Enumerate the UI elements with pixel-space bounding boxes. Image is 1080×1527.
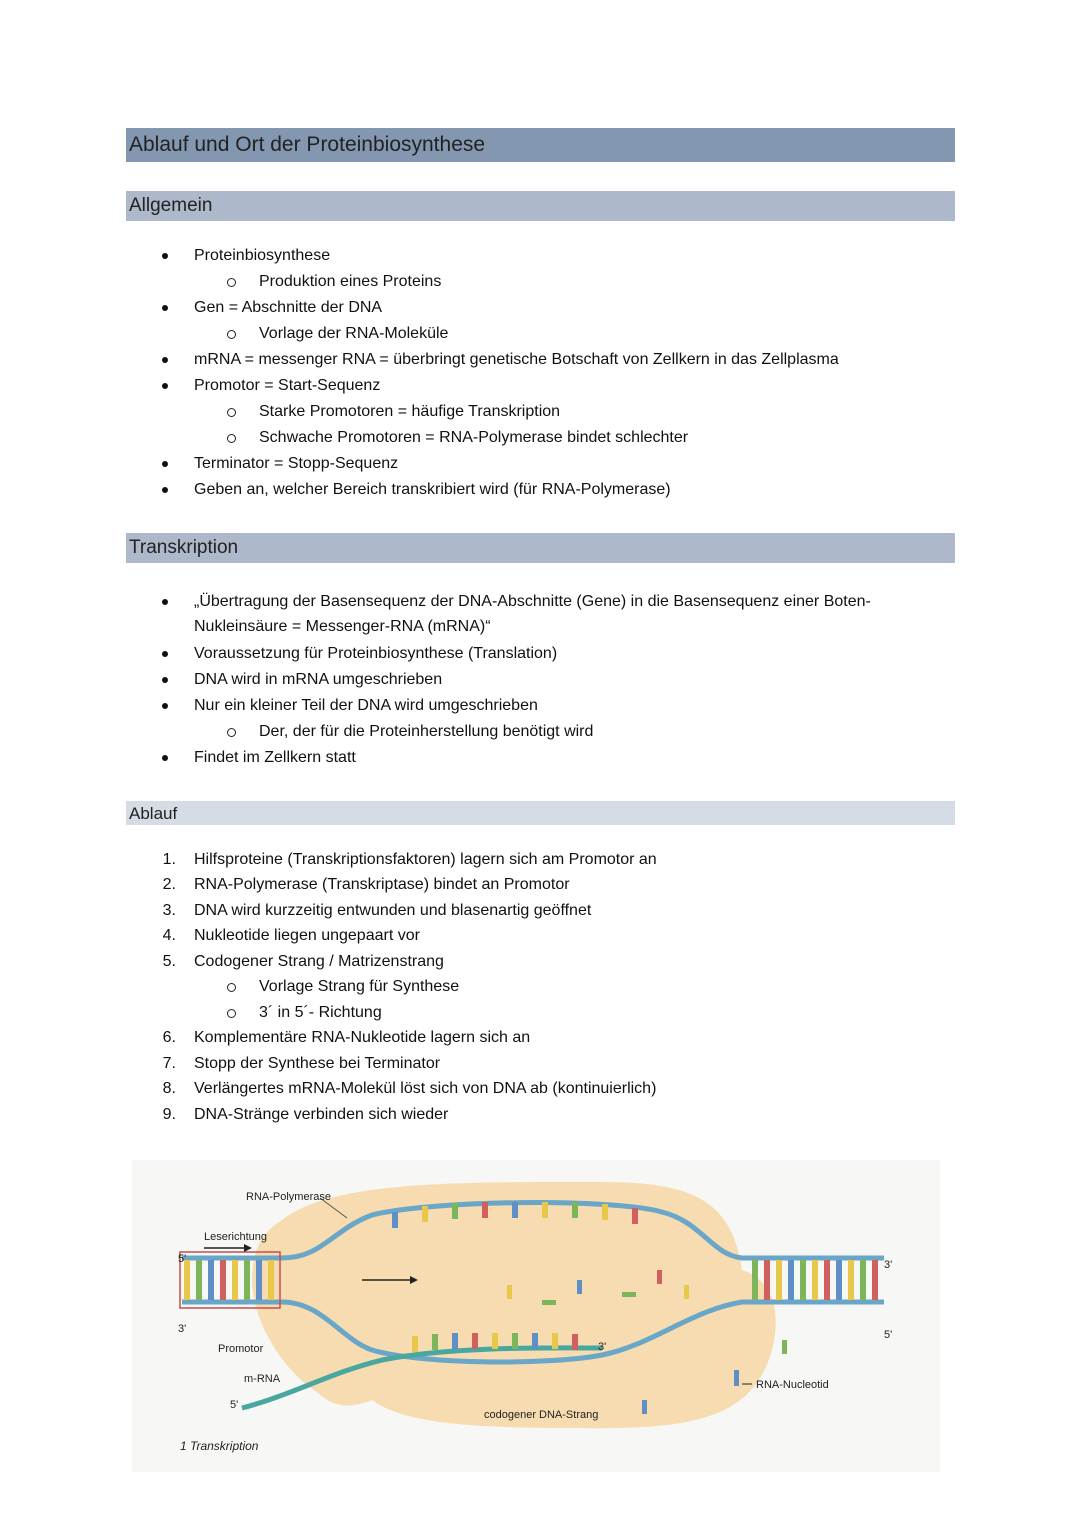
list-item: Terminator = Stopp-Sequenz [194,455,399,472]
label-rna-nucleotid: RNA-Nucleotid [756,1379,829,1391]
label-3prime-bottom-left: 3' [178,1323,187,1335]
label-5prime-mrna: 5' [230,1399,239,1411]
bullet [162,461,168,467]
list-item: Findet im Zellkern statt [194,749,356,766]
list-number: 3. [162,902,176,919]
bullet [162,651,168,657]
list-item: DNA wird in mRNA umgeschrieben [194,671,443,688]
list-item: Nur ein kleiner Teil der DNA wird umgeschrieben [194,697,538,714]
bullet [162,599,168,605]
list-item: Komplementäre RNA-Nukleotide lagern sich an [194,1029,531,1046]
list-item-continuation: Nukleinsäure = Messenger-RNA (mRNA)“ [194,618,491,635]
bullet [162,305,168,311]
list-subitem: Produktion eines Proteins [259,273,442,290]
list-item: Voraussetzung für Proteinbiosynthese (Translation) [194,645,558,662]
list-number: 4. [162,927,176,944]
base-pairs-left [184,1260,274,1300]
sub-bullet [227,434,236,443]
label-m-rna: m-RNA [244,1373,281,1385]
label-codogener-strang: codogener DNA-Strang [484,1409,599,1421]
list-item: mRNA = messenger RNA = überbringt genetische Botschaft von Zellkern in das Zellplasma [194,351,839,368]
list-item: Geben an, welcher Bereich transkribiert wird (für RNA-Polymerase) [194,481,671,498]
list-number: 7. [162,1055,176,1072]
rna-nucleotide-legend-icon [734,1370,739,1386]
list-item: Proteinbiosynthese [194,247,331,264]
list-subitem: Der, der für die Proteinherstellung benötigt wird [259,723,594,740]
list-subitem: 3´ in 5´- Richtung [259,1004,382,1021]
figure-caption: 1 Transkription [180,1439,259,1453]
list-item: Nukleotide liegen ungepaart vor [194,927,420,944]
transcription-figure [132,1160,940,1472]
list-number: 1. [162,851,176,868]
bullet [162,703,168,709]
label-3prime-mrna: 3' [598,1341,607,1353]
section-heading-transkription: Transkription [126,533,955,563]
transcription-diagram [132,1160,940,1472]
page-title: Ablauf und Ort der Proteinbiosynthese [126,128,955,162]
list-item: DNA wird kurzzeitig entwunden und blasenartig geöffnet [194,902,592,919]
bullet [162,383,168,389]
rna-polymerase-shape [252,1182,776,1428]
sub-bullet [227,728,236,737]
list-item: Gen = Abschnitte der DNA [194,299,383,316]
list-number: 2. [162,876,176,893]
list-subitem: Schwache Promotoren = RNA-Polymerase bindet schlechter [259,429,689,446]
bullet [162,357,168,363]
list-item: Stopp der Synthese bei Terminator [194,1055,441,1072]
list-item: RNA-Polymerase (Transkriptase) bindet an Promotor [194,876,570,893]
label-5prime-top-left: 5' [178,1253,187,1265]
list-item: Verlängertes mRNA-Molekül löst sich von DNA ab (kontinuierlich) [194,1080,657,1097]
list-item: „Übertragung der Basensequenz der DNA-Abschnitte (Gene) in die Basensequenz einer Boten- [194,593,871,610]
list-subitem: Vorlage Strang für Synthese [259,978,460,995]
label-3prime-top-right: 3' [884,1259,893,1271]
bullet [162,487,168,493]
list-number: 8. [162,1080,176,1097]
leserichtung-arrowhead [244,1244,252,1252]
label-leserichtung: Leserichtung [204,1231,267,1243]
sub-bullet [227,408,236,417]
list-subitem: Starke Promotoren = häufige Transkription [259,403,561,420]
sub-bullet [227,1009,236,1018]
bullet [162,755,168,761]
list-subitem: Vorlage der RNA-Moleküle [259,325,449,342]
list-number: 6. [162,1029,176,1046]
sub-bullet [227,278,236,287]
sub-bullet [227,983,236,992]
base-pairs-right [752,1260,878,1300]
bullet [162,253,168,259]
list-item: DNA-Stränge verbinden sich wieder [194,1106,449,1123]
list-number: 9. [162,1106,176,1123]
list-number: 5. [162,953,176,970]
label-promotor: Promotor [218,1343,264,1355]
bullet [162,677,168,683]
list-item: Promotor = Start-Sequenz [194,377,381,394]
list-item: Codogener Strang / Matrizenstrang [194,953,444,970]
sub-bullet [227,330,236,339]
label-5prime-bottom-right: 5' [884,1329,893,1341]
section-heading-ablauf: Ablauf [126,801,955,825]
list-item: Hilfsproteine (Transkriptionsfaktoren) lagern sich am Promotor an [194,851,657,868]
label-rna-polymerase: RNA-Polymerase [246,1191,331,1203]
section-heading-allgemein: Allgemein [126,191,955,221]
